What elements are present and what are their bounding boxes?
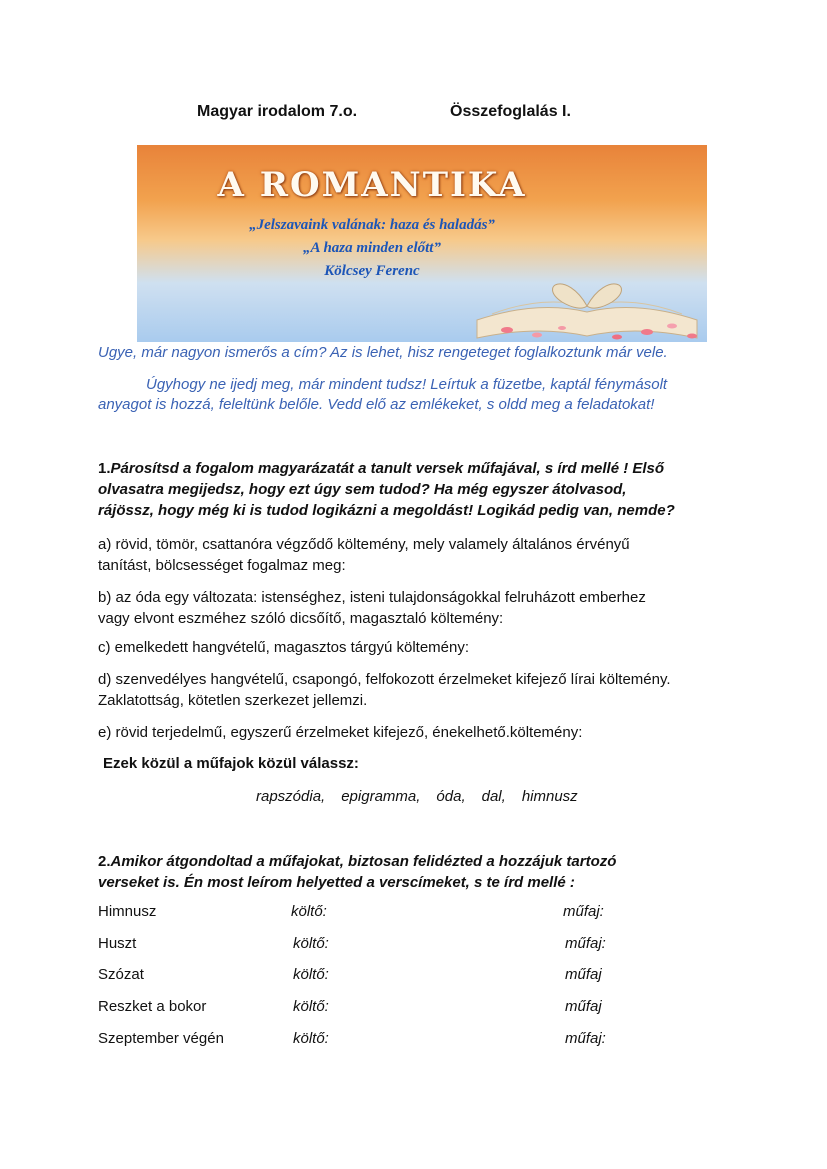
poem-title-szozat: Szózat [98, 966, 144, 983]
poem-title-huszt: Huszt [98, 935, 137, 952]
poet-label: költő: [293, 966, 329, 983]
genre-label: műfaj [565, 998, 602, 1015]
banner-author: Kölcsey Ferenc [324, 263, 420, 279]
task1-item-d-line-2: Zaklatottság, kötetlen szerkezet jellemzi. [98, 692, 368, 709]
romantika-banner [137, 145, 707, 342]
poet-label: költő: [293, 1030, 329, 1047]
task1-item-c [98, 637, 728, 658]
genre-label: műfaj: [563, 903, 604, 920]
genre-epigramma: epigramma, [341, 788, 421, 805]
task1-item-c-line-1: c) emelkedett hangvételű, magasztos tárgyú költemény: [98, 639, 470, 656]
task1-item-e-line-1: e) rövid terjedelmű, egyszerű érzelmeket kifejező, énekelhető.költemény: [98, 724, 583, 741]
task2-prompt-line-1: Amikor átgondoltad a műfajokat, biztosan felidézted a hozzájuk tartozó [110, 853, 617, 870]
task1-item-e [98, 722, 728, 743]
genre-label: műfaj: [565, 935, 606, 952]
poet-label: költő: [291, 903, 327, 920]
poet-label: költő: [293, 998, 329, 1015]
poem-title-szeptember-vegen: Szeptember végén [98, 1030, 224, 1047]
genre-list [256, 788, 578, 805]
genre-label: műfaj [565, 966, 602, 983]
banner-quote-2: „A haza minden előtt” [303, 240, 441, 256]
banner-quote-1: „Jelszavaink valának: haza és haladás” [249, 217, 495, 233]
genre-rapszodia: rapszódia, [256, 788, 326, 805]
poet-label: költő: [293, 935, 329, 952]
task1-item-b-line-1: b) az óda egy változata: istenséghez, isteni tulajdonságokkal felruházott emberhez [98, 589, 646, 606]
intro-line-1: Ugye, már nagyon ismerős a cím? Az is lehet, hisz rengeteget foglalkoztunk már vele. [98, 344, 668, 361]
intro-line-3: anyagot is hozzá, feleltünk belőle. Vedd elő az emlékeket, s oldd meg a feladatokat! [98, 396, 655, 413]
task1-number: 1. [98, 460, 111, 477]
document-title: Magyar irodalom 7.o. [197, 103, 358, 120]
task1-prompt-line-1: Párosítsd a fogalom magyarázatát a tanult versek műfajával, s írd mellé ! Első [110, 460, 665, 477]
task1-item-a-line-2: tanítást, bölcsességet fogalmaz meg: [98, 557, 346, 574]
intro-line-2: Úgyhogy ne ijedj meg, már mindent tudsz! Leírtuk a füzetbe, kaptál fénymásolt [146, 376, 668, 393]
task1-item-d [98, 669, 728, 711]
poem-title-himnusz: Himnusz [98, 903, 157, 920]
task2-prompt [98, 851, 728, 893]
task1-item-a [98, 534, 728, 576]
genre-label: műfaj: [565, 1030, 606, 1047]
genre-himnusz: himnusz [521, 788, 578, 805]
task1-prompt-line-3: rájössz, hogy még ki is tudod logikázni a megoldást! Logikád pedig van, nemde? [98, 502, 675, 519]
task1-item-d-line-1: d) szenvedélyes hangvételű, csapongó, felfokozott érzelmeket kifejező lírai költemény. [98, 671, 671, 688]
task2-prompt-line-2: verseket is. Én most leírom helyetted a verscímeket, s te írd mellé : [98, 874, 575, 891]
genre-oda: óda, [436, 788, 466, 805]
task1-item-a-line-1: a) rövid, tömör, csattanóra végződő költemény, mely valamely általános érvényű [98, 536, 630, 553]
genre-choice-label: Ezek közül a műfajok közül válassz: [103, 755, 359, 772]
task2-number: 2. [98, 853, 111, 870]
open-book-heart-image [467, 240, 707, 342]
document-subtitle: Összefoglalás I. [450, 103, 571, 120]
poem-title-reszket-a-bokor: Reszket a bokor [98, 998, 207, 1015]
task1-item-b [98, 587, 728, 629]
banner-heading: A ROMANTIKA [217, 165, 527, 205]
genre-dal: dal, [481, 788, 506, 805]
task1-prompt-line-2: olvasatra megijedsz, hogy ezt úgy sem tudod? Ha még egyszer átolvasod, [98, 481, 627, 498]
task1-item-b-line-2: vagy elvont eszméhez szóló dicsőítő, magasztaló költemény: [98, 610, 504, 627]
task1-prompt [98, 458, 728, 521]
